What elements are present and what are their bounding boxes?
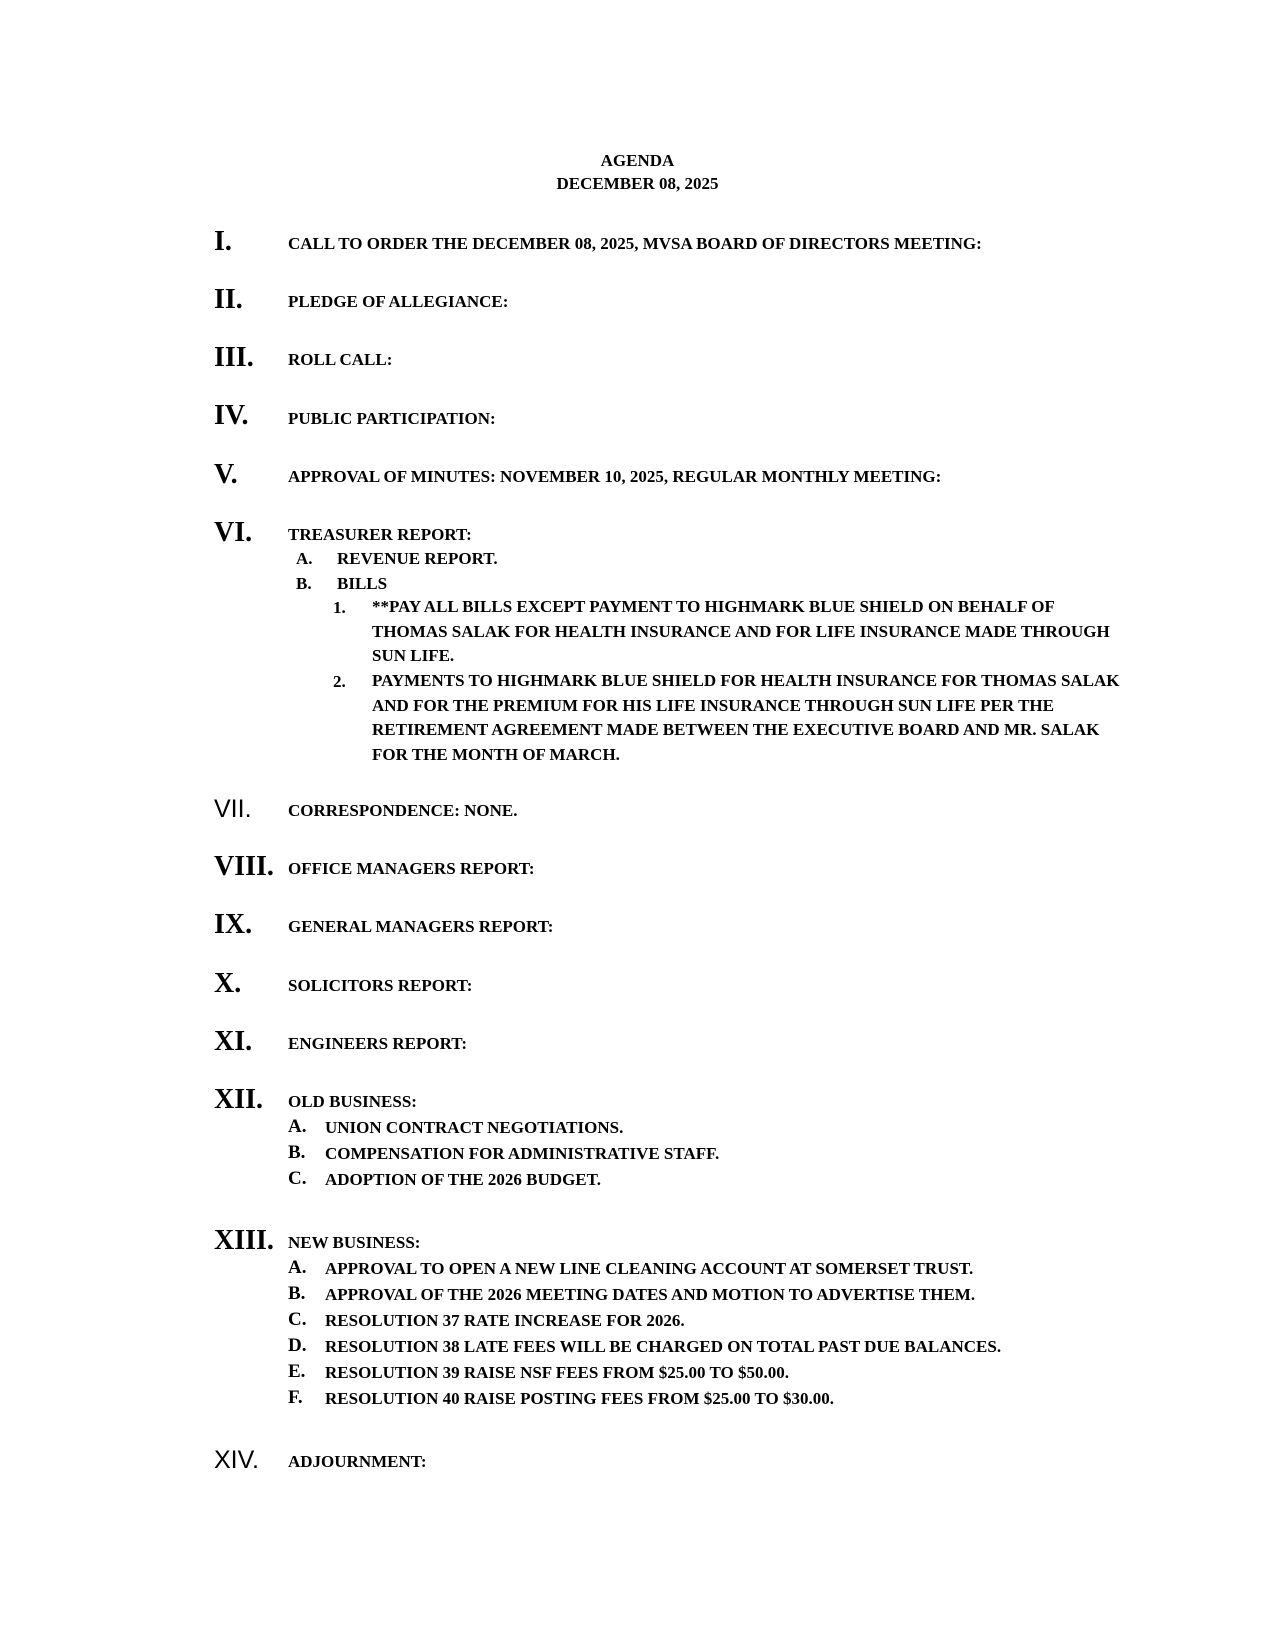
item-text: RESOLUTION 37 RATE INCREASE FOR 2026. xyxy=(325,1311,685,1330)
item-letter: C. xyxy=(288,1309,307,1330)
section-numeral: VI. xyxy=(214,517,253,548)
section-title: ADJOURNMENT: xyxy=(288,1452,427,1471)
section-numeral: IV. xyxy=(214,400,249,431)
section-numeral: XI. xyxy=(214,1026,253,1057)
section-numeral: II. xyxy=(214,284,243,315)
item-text: ADOPTION OF THE 2026 BUDGET. xyxy=(325,1170,601,1189)
item-letter: C. xyxy=(288,1168,307,1189)
section-numeral: VIII. xyxy=(214,851,274,882)
item-text: RESOLUTION 40 RAISE POSTING FEES FROM $25.00 TO $30.00. xyxy=(325,1389,834,1408)
section-numeral: V. xyxy=(214,459,238,490)
item-letter: B. xyxy=(288,1283,306,1304)
item-text: COMPENSATION FOR ADMINISTRATIVE STAFF. xyxy=(325,1144,720,1163)
section-title: SOLICITORS REPORT: xyxy=(288,976,473,995)
section-title: TREASURER REPORT: xyxy=(288,525,472,544)
section-title: ROLL CALL: xyxy=(288,350,393,369)
section-title: OFFICE MANAGERS REPORT: xyxy=(288,859,535,878)
section-title: ENGINEERS REPORT: xyxy=(288,1034,468,1053)
item-text: REVENUE REPORT. xyxy=(337,549,498,568)
item-letter: A. xyxy=(288,1257,307,1278)
item-text: RESOLUTION 39 RAISE NSF FEES FROM $25.00 TO $50.00. xyxy=(325,1363,789,1382)
section-numeral: IX. xyxy=(214,909,253,940)
section-title: CORRESPONDENCE: NONE. xyxy=(288,801,518,820)
section-title: NEW BUSINESS: xyxy=(288,1233,421,1252)
item-letter: A. xyxy=(296,549,313,568)
section-numeral: XII. xyxy=(214,1084,264,1115)
item-letter: D. xyxy=(288,1335,307,1356)
item-text: BILLS xyxy=(337,574,388,593)
section-numeral: III. xyxy=(214,342,254,373)
item-letter: E. xyxy=(288,1361,306,1382)
section-numeral: VII. xyxy=(214,795,252,823)
item-letter: A. xyxy=(288,1116,307,1137)
section-numeral: I. xyxy=(214,226,232,257)
bill-number: 1. xyxy=(333,598,346,617)
item-text: UNION CONTRACT NEGOTIATIONS. xyxy=(325,1118,624,1137)
bill-text: PAYMENTS TO HIGHMARK BLUE SHIELD FOR HEALTH INSURANCE FOR THOMAS SALAK AND FOR THE PREMIUM FOR HIS LIFE INSURANCE THROUGH SUN LIFE PER THE RETIREMENT AGREEMENT MADE BETWEEN THE EXECUTIVE BOARD AND MR. SALAK FOR THE MONTH OF MARCH. xyxy=(372,671,1120,764)
section-numeral: X. xyxy=(214,968,242,999)
bill-text: **PAY ALL BILLS EXCEPT PAYMENT TO HIGHMARK BLUE SHIELD ON BEHALF OF THOMAS SALAK FOR HEALTH INSURANCE AND FOR LIFE INSURANCE MADE THROUGH SUN LIFE. xyxy=(372,597,1110,665)
item-letter: B. xyxy=(296,574,312,593)
section-title: PUBLIC PARTICIPATION: xyxy=(288,409,496,428)
agenda-title: AGENDA xyxy=(600,151,675,170)
section-numeral: XIV. xyxy=(214,1446,259,1474)
section-title: GENERAL MANAGERS REPORT: xyxy=(288,917,554,936)
bill-number: 2. xyxy=(333,672,346,691)
section-title: APPROVAL OF MINUTES: NOVEMBER 10, 2025, REGULAR MONTHLY MEETING: xyxy=(288,467,942,486)
section-title: OLD BUSINESS: xyxy=(288,1092,417,1111)
section-title: PLEDGE OF ALLEGIANCE: xyxy=(288,292,509,311)
item-letter: F. xyxy=(288,1387,303,1408)
agenda-date: DECEMBER 08, 2025 xyxy=(556,174,719,193)
item-text: APPROVAL TO OPEN A NEW LINE CLEANING ACCOUNT AT SOMERSET TRUST. xyxy=(325,1259,974,1278)
section-title: CALL TO ORDER THE DECEMBER 08, 2025, MVSA BOARD OF DIRECTORS MEETING: xyxy=(288,234,982,253)
item-text: RESOLUTION 38 LATE FEES WILL BE CHARGED ON TOTAL PAST DUE BALANCES. xyxy=(325,1337,1002,1356)
item-letter: B. xyxy=(288,1142,306,1163)
item-text: APPROVAL OF THE 2026 MEETING DATES AND MOTION TO ADVERTISE THEM. xyxy=(325,1285,976,1304)
section-numeral: XIII. xyxy=(214,1225,274,1256)
